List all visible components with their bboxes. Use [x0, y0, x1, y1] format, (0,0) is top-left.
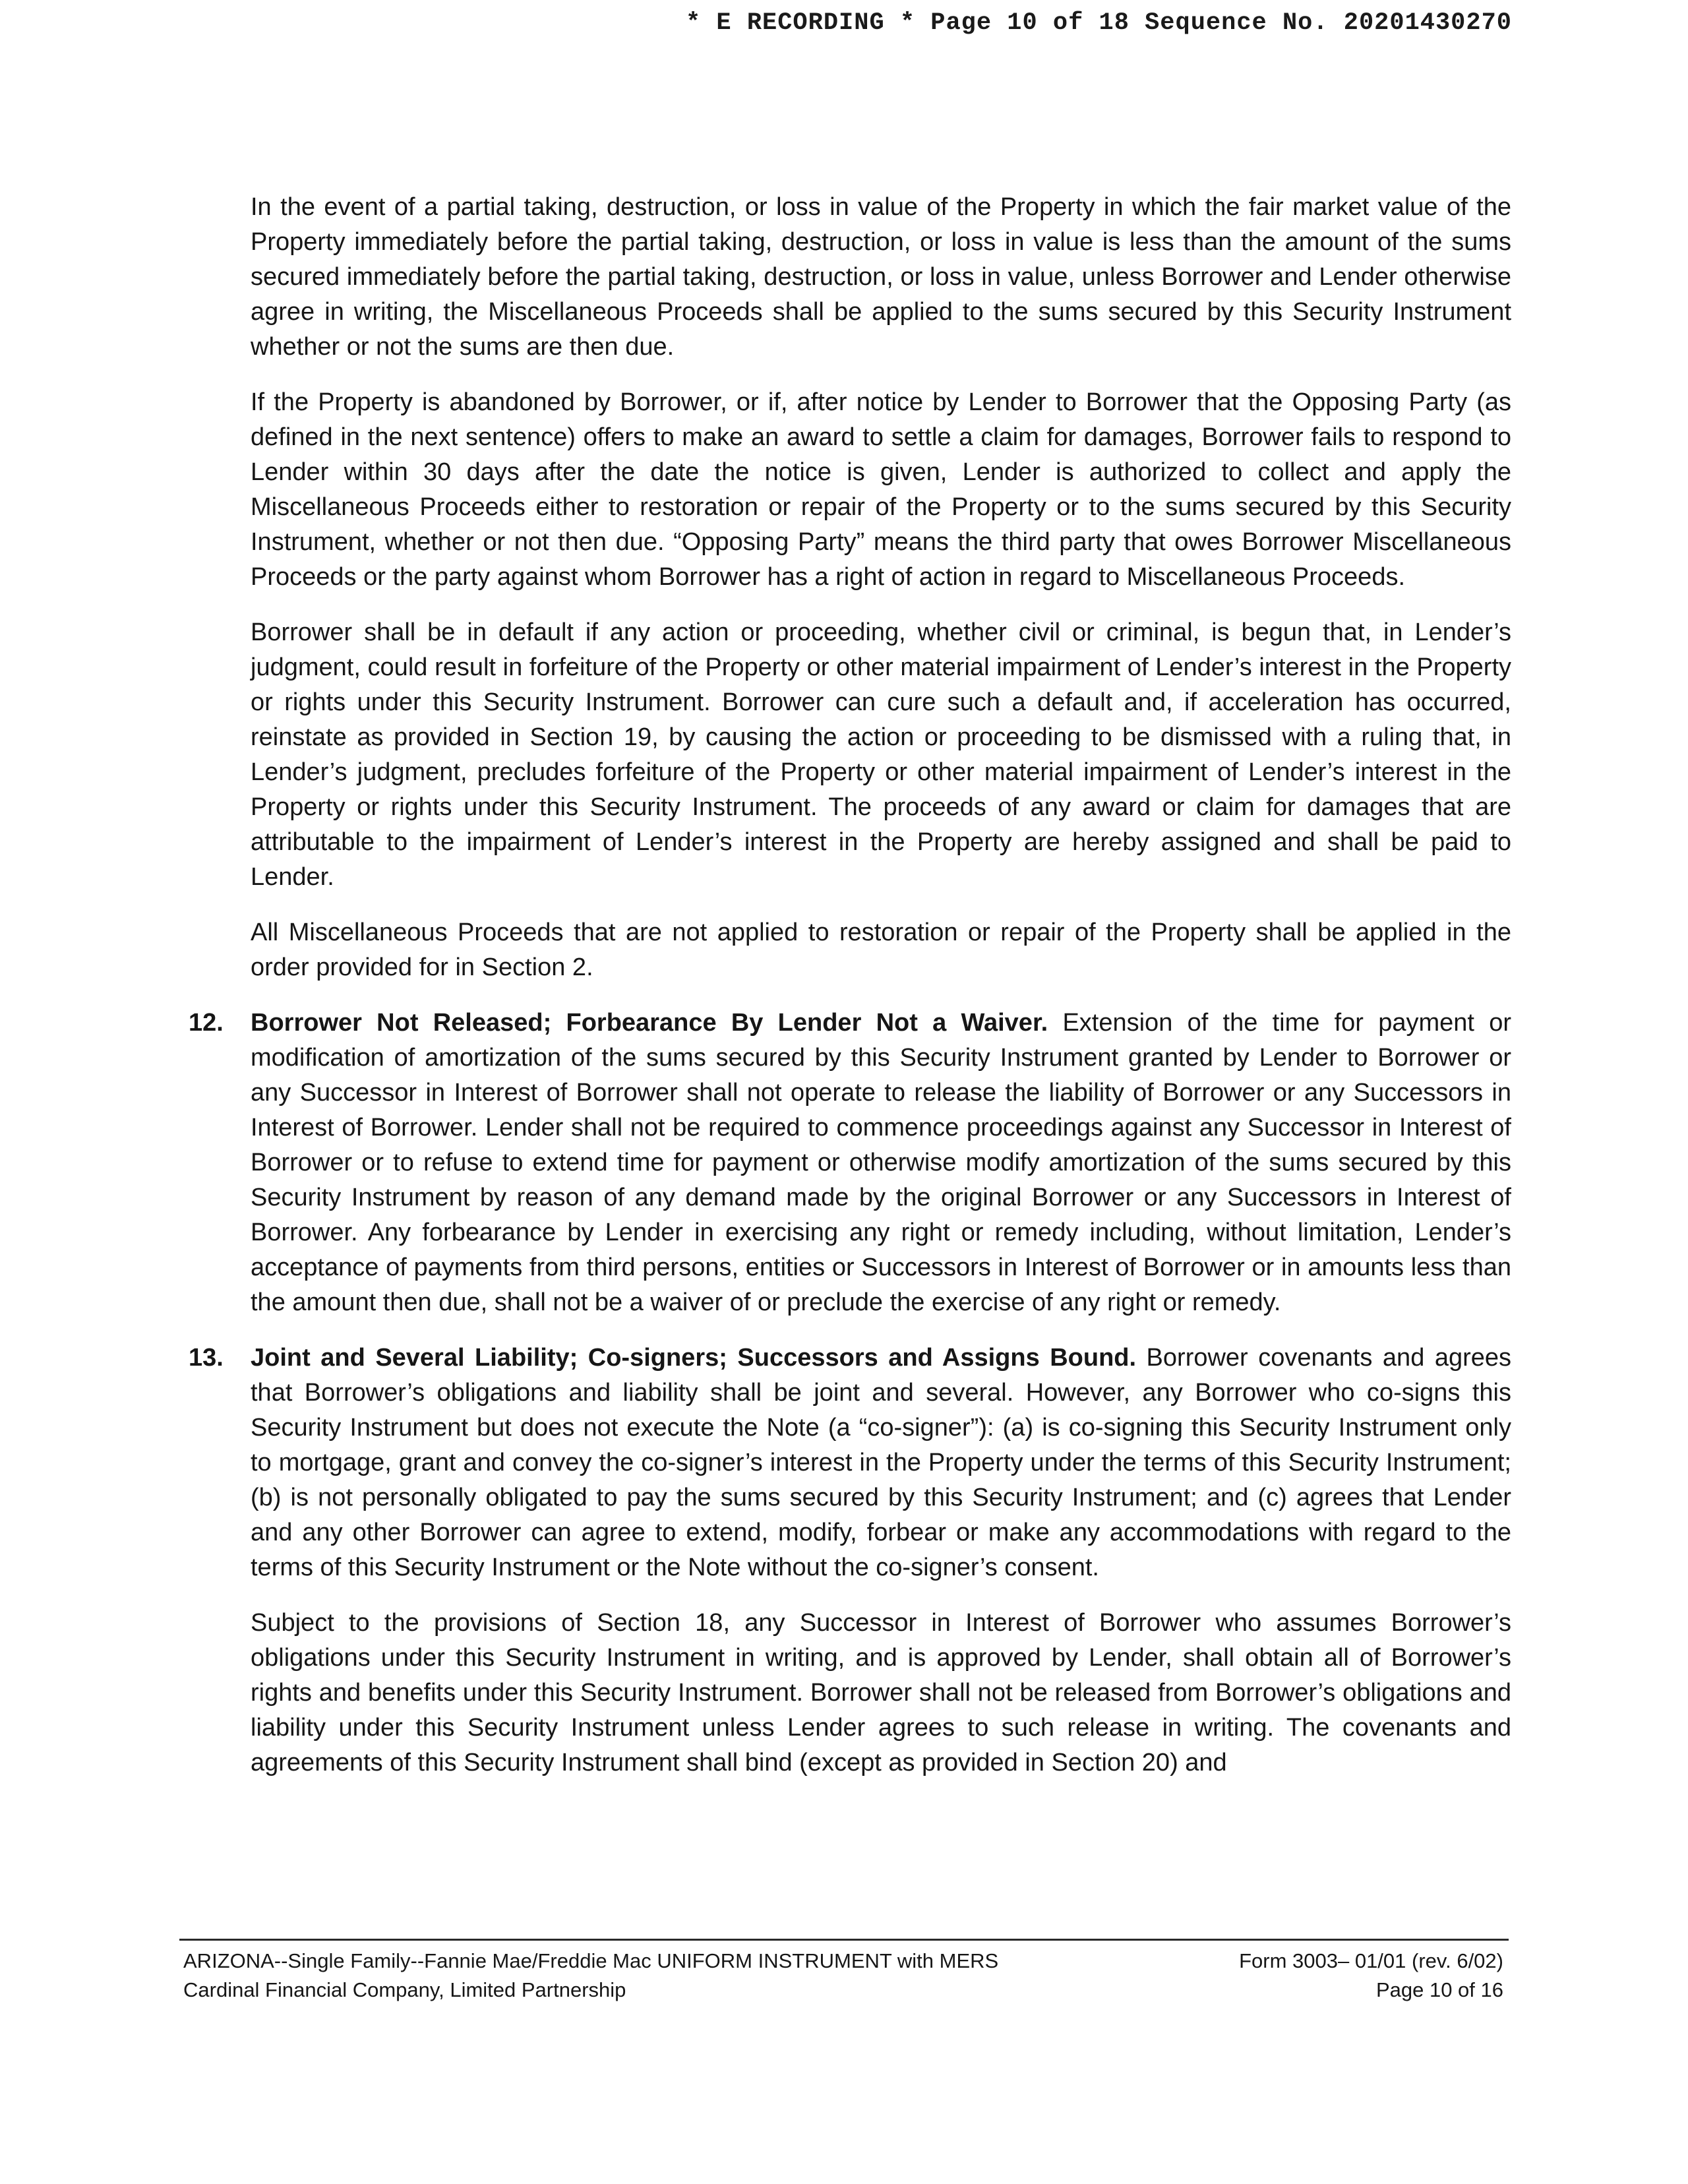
section-13	[173, 1341, 1511, 1585]
section-13-number: 13.	[189, 1344, 224, 1372]
footer-lender: Cardinal Financial Company, Limited Partnership	[183, 1978, 626, 2001]
section-12-text: Extension of the time for payment or modification of amortization of the sums secured by this Security Instrument granted by Lender to Borrower or any Successor in Interest of Borrower shall not operate to release the liability of Borrower or any Successors in Interest of Borrower. Lender shall not be required to commence proceedings against any Successor in Interest of Borrower or to refuse to extend time for payment or otherwise modify amortization of the sums secured by this Security Instrument by reason of any demand made by the original Borrower or any Successors in Interest of Borrower. Any forbearance by Lender in exercising any right or remedy including, without limitation, Lender’s acceptance of payments from third persons, entities or Successors in Interest of Borrower or in amounts less than the amount then due, shall not be a waiver of or preclude the exercise of any right or remedy.	[251, 1009, 1511, 1316]
section-12-number: 12.	[189, 1009, 224, 1037]
footer-divider	[179, 1939, 1509, 1941]
section-12-heading: Borrower Not Released; Forbearance By Lender Not a Waiver.	[251, 1009, 1048, 1037]
document-body	[173, 190, 1511, 1801]
section-13-heading: Joint and Several Liability; Co-signers; Successors and Assigns Bound.	[251, 1344, 1137, 1372]
footer-left	[183, 1947, 1106, 2005]
section-13-text: Borrower covenants and agrees that Borrower’s obligations and liability shall be joint and several. However, any Borrower who co-signs this Security Instrument but does not execute the Note (a “co-signer”): (a) is co-signing this Security Instrument only to mortgage, grant and convey the co-signer’s interest in the Property under the terms of this Security Instrument; (b) is not personally obligated to pay the sums secured by this Security Instrument; and (c) agrees that Lender and any other Borrower can agree to extend, modify, forbear or make any accommodations with regard to the terms of this Security Instrument or the Note without the co-signer’s consent.	[251, 1344, 1512, 1581]
paragraph-abandoned-property: If the Property is abandoned by Borrower, or if, after notice by Lender to Borrower that the Opposing Party (as defined in the next sentence) offers to make an award to settle a claim for damages, Borrower fails to respond to Lender within 30 days after the date the notice is given, Lender is authorized to collect and apply the Miscellaneous Proceeds either to restoration or repair of the Property or to the sums secured by this Security Instrument, whether or not then due. “Opposing Party” means the third party that owes Borrower Miscellaneous Proceeds or the party against whom Borrower has a right of action in regard to Miscellaneous Proceeds.	[251, 388, 1511, 591]
footer-form-number: Form 3003– 01/01 (rev. 6/02)	[1239, 1949, 1503, 1972]
paragraph-default: Borrower shall be in default if any action or proceeding, whether civil or criminal, is begun that, in Lender’s judgment, could result in forfeiture of the Property or other material impairment of Lender’s interest in the Property or rights under this Security Instrument. Borrower can cure such a default and, if acceleration has occurred, reinstate as provided in Section 19, by causing the action or proceeding to be dismissed with a ruling that, in Lender’s judgment, precludes forfeiture of the Property or other material impairment of Lender’s interest in the Property or rights under this Security Instrument. The proceeds of any award or claim for damages that are attributable to the impairment of Lender’s interest in the Property are hereby assigned and shall be paid to Lender.	[251, 619, 1511, 891]
footer-right	[1134, 1947, 1503, 2005]
paragraph-partial-taking: In the event of a partial taking, destruction, or loss in value of the Property in which the fair market value of the Property immediately before the partial taking, destruction, or loss in value is less than the amount of the sums secured immediately before the partial taking, destruction, or loss in value, unless Borrower and Lender otherwise agree in writing, the Miscellaneous Proceeds shall be applied to the sums secured by this Security Instrument whether or not the sums are then due.	[251, 193, 1511, 361]
footer-form-title: ARIZONA--Single Family--Fannie Mae/Freddie Mac UNIFORM INSTRUMENT with MERS	[183, 1949, 999, 1972]
paragraph-all-proceeds: All Miscellaneous Proceeds that are not applied to restoration or repair of the Property shall be applied in the order provided for in Section 2.	[251, 919, 1511, 981]
recording-header: * E RECORDING * Page 10 of 18 Sequence No. 20201430270	[686, 9, 1512, 37]
paragraph-successors: Subject to the provisions of Section 18, any Successor in Interest of Borrower who assumes Borrower’s obligations under this Security Instrument in writing, and is approved by Lender, shall obtain all of Borrower’s rights and benefits under this Security Instrument. Borrower shall not be released from Borrower’s obligations and liability under this Security Instrument unless Lender agrees to such release in writing. The covenants and agreements of this Security Instrument shall bind (except as provided in Section 20) and	[251, 1609, 1511, 1776]
footer-page-number: Page 10 of 16	[1375, 1978, 1503, 2001]
section-12	[173, 1006, 1511, 1320]
